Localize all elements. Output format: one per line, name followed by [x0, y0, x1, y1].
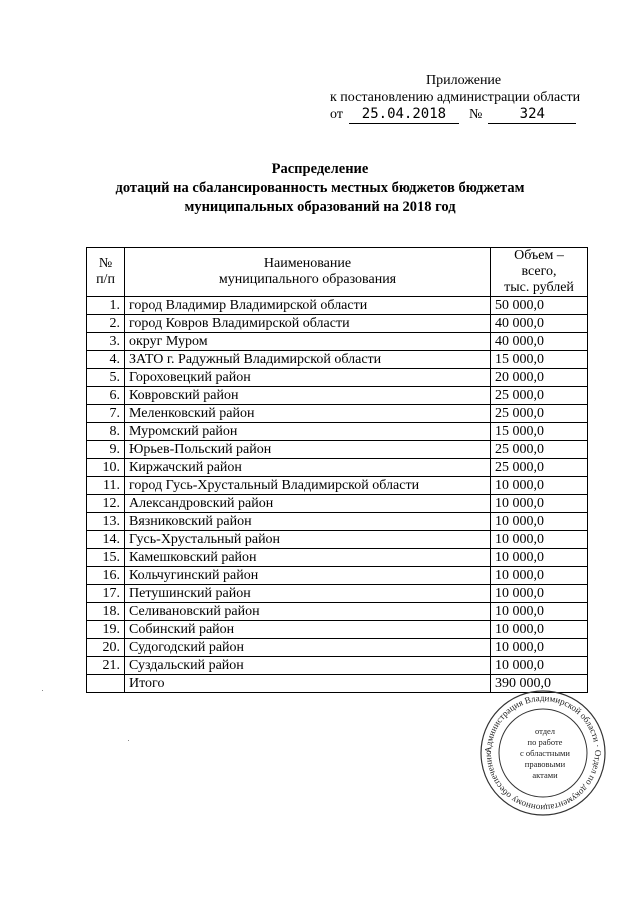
- table-row: [87, 495, 588, 513]
- row-number: 20.: [87, 639, 125, 657]
- row-number: 5.: [87, 369, 125, 387]
- row-name: Муромский район: [125, 423, 491, 441]
- number-value: 324: [488, 106, 576, 124]
- row-name: Гусь-Хрустальный район: [125, 531, 491, 549]
- row-amount: 10 000,0: [491, 603, 588, 621]
- appendix-title: Приложение: [426, 73, 502, 88]
- scan-speck: [128, 740, 129, 741]
- row-number: 2.: [87, 315, 125, 333]
- row-name: город Ковров Владимирской области: [125, 315, 491, 333]
- header-amount-line1: Объем – всего,: [514, 248, 564, 279]
- row-amount: 40 000,0: [491, 315, 588, 333]
- row-name: Камешковский район: [125, 549, 491, 567]
- table-row: [87, 297, 588, 315]
- table-row: [87, 567, 588, 585]
- table-row: [87, 405, 588, 423]
- header-number-line1: №: [98, 256, 113, 271]
- row-number: 10.: [87, 459, 125, 477]
- row-amount: 25 000,0: [491, 387, 588, 405]
- table-row: [87, 477, 588, 495]
- row-amount: 10 000,0: [491, 495, 588, 513]
- header-amount-line2: тыс. рублей: [504, 280, 574, 295]
- official-stamp: [478, 688, 608, 818]
- distribution-table: [86, 247, 588, 693]
- total-number-cell: [87, 675, 125, 693]
- scan-speck: [42, 690, 43, 691]
- stamp-inner-line: с областными: [520, 748, 570, 758]
- row-number: 9.: [87, 441, 125, 459]
- row-amount: 10 000,0: [491, 549, 588, 567]
- total-label: Итого: [125, 675, 491, 693]
- row-name: Суздальский район: [125, 657, 491, 675]
- row-name: город Владимир Владимирской области: [125, 297, 491, 315]
- appendix-block: [330, 72, 620, 124]
- row-name: ЗАТО г. Радужный Владимирской области: [125, 351, 491, 369]
- table-row: [87, 423, 588, 441]
- table-row: [87, 369, 588, 387]
- table-row: [87, 657, 588, 675]
- row-name: Селивановский район: [125, 603, 491, 621]
- document-title: [0, 160, 640, 217]
- table-header-row: [87, 248, 588, 297]
- row-amount: 25 000,0: [491, 441, 588, 459]
- number-prefix: №: [468, 107, 483, 122]
- header-name-line2: муниципального образования: [218, 272, 397, 287]
- table-row: [87, 441, 588, 459]
- row-name: Вязниковский район: [125, 513, 491, 531]
- table-row: [87, 621, 588, 639]
- row-amount: 50 000,0: [491, 297, 588, 315]
- appendix-subtitle: к постановлению администрации области: [330, 90, 581, 105]
- row-name: Собинский район: [125, 621, 491, 639]
- table-row: [87, 513, 588, 531]
- row-number: 16.: [87, 567, 125, 585]
- row-name: Александровский район: [125, 495, 491, 513]
- row-number: 15.: [87, 549, 125, 567]
- table-row: [87, 351, 588, 369]
- row-amount: 20 000,0: [491, 369, 588, 387]
- row-number: 1.: [87, 297, 125, 315]
- row-name: город Гусь-Хрустальный Владимирской области: [125, 477, 491, 495]
- table-row: [87, 459, 588, 477]
- stamp-outer-text: Администрация Владимирской области · Отдел по документационному обеспечению: [482, 692, 604, 814]
- table-row: [87, 333, 588, 351]
- stamp-inner-line: отдел: [534, 726, 556, 736]
- header-name-line1: Наименование: [263, 256, 352, 271]
- row-number: 17.: [87, 585, 125, 603]
- row-name: Ковровский район: [125, 387, 491, 405]
- row-name: Киржачский район: [125, 459, 491, 477]
- table-row: [87, 315, 588, 333]
- stamp-inner-line: правовыми: [524, 759, 566, 769]
- row-amount: 25 000,0: [491, 459, 588, 477]
- date-prefix: от: [330, 107, 343, 122]
- row-number: 12.: [87, 495, 125, 513]
- row-name: округ Муром: [125, 333, 491, 351]
- row-number: 13.: [87, 513, 125, 531]
- row-amount: 10 000,0: [491, 657, 588, 675]
- total-amount: 390 000,0: [491, 675, 588, 693]
- row-number: 3.: [87, 333, 125, 351]
- row-name: Судогодский район: [125, 639, 491, 657]
- header-amount: [491, 248, 588, 297]
- row-name: Петушинский район: [125, 585, 491, 603]
- stamp-inner-text: [520, 726, 570, 780]
- appendix-date-line: [330, 106, 620, 124]
- row-amount: 15 000,0: [491, 423, 588, 441]
- row-amount: 10 000,0: [491, 621, 588, 639]
- table-row: [87, 639, 588, 657]
- table-row: [87, 585, 588, 603]
- row-amount: 10 000,0: [491, 477, 588, 495]
- row-number: 7.: [87, 405, 125, 423]
- row-amount: 15 000,0: [491, 351, 588, 369]
- table-row: [87, 387, 588, 405]
- row-amount: 25 000,0: [491, 405, 588, 423]
- title-line-3: муниципальных образований на 2018 год: [184, 199, 456, 215]
- row-number: 14.: [87, 531, 125, 549]
- row-amount: 10 000,0: [491, 585, 588, 603]
- stamp-inner-line: актами: [532, 770, 558, 780]
- row-number: 4.: [87, 351, 125, 369]
- table-row: [87, 531, 588, 549]
- row-name: Кольчугинский район: [125, 567, 491, 585]
- row-amount: 10 000,0: [491, 531, 588, 549]
- table-row: [87, 549, 588, 567]
- row-amount: 40 000,0: [491, 333, 588, 351]
- row-name: Гороховецкий район: [125, 369, 491, 387]
- row-number: 8.: [87, 423, 125, 441]
- row-amount: 10 000,0: [491, 567, 588, 585]
- header-name: [125, 248, 491, 297]
- stamp-inner-line: по работе: [527, 737, 563, 747]
- table-body: [87, 297, 588, 675]
- row-amount: 10 000,0: [491, 639, 588, 657]
- row-number: 21.: [87, 657, 125, 675]
- row-amount: 10 000,0: [491, 513, 588, 531]
- row-number: 6.: [87, 387, 125, 405]
- date-value: 25.04.2018: [349, 106, 459, 124]
- header-number-line2: п/п: [96, 272, 115, 287]
- row-number: 11.: [87, 477, 125, 495]
- title-line-2: дотаций на сбалансированность местных бюджетов бюджетам: [115, 180, 525, 196]
- title-line-1: Распределение: [271, 161, 369, 177]
- header-number: [87, 248, 125, 297]
- row-name: Меленковский район: [125, 405, 491, 423]
- row-name: Юрьев-Польский район: [125, 441, 491, 459]
- row-number: 18.: [87, 603, 125, 621]
- table-row: [87, 603, 588, 621]
- row-number: 19.: [87, 621, 125, 639]
